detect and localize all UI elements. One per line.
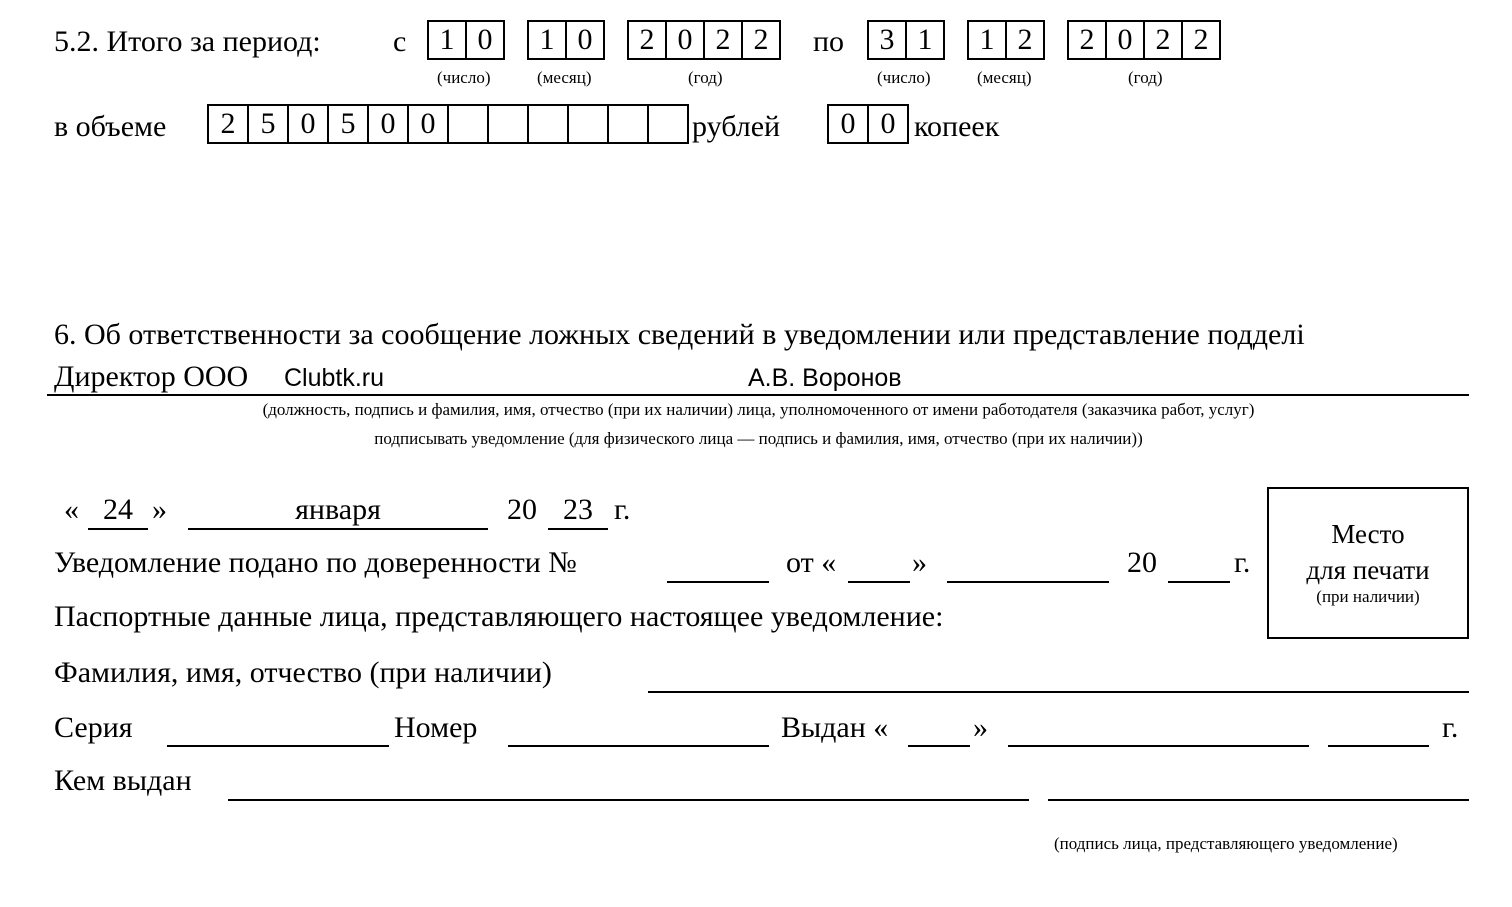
period-to-word: по [813, 25, 845, 58]
digit-cell[interactable]: 0 [409, 104, 449, 144]
digit-cell[interactable]: 2 [629, 20, 667, 60]
stamp-box [1267, 487, 1469, 639]
kopecks-word: копеек [914, 110, 1000, 143]
number-field[interactable] [508, 745, 769, 747]
poa-century: 20 [1127, 546, 1157, 579]
date-day-line [88, 528, 148, 530]
digit-cell[interactable]: 0 [467, 20, 505, 60]
digit-cell[interactable]: 0 [829, 104, 869, 144]
date-month[interactable]: января [295, 493, 381, 526]
to-day-cells[interactable] [867, 20, 945, 60]
poa-day-field[interactable] [848, 581, 910, 583]
caption-from-year: (год) [688, 68, 723, 87]
stamp-line3: (при наличии) [1316, 587, 1420, 606]
date-year-line [548, 528, 608, 530]
digit-cell[interactable]: 5 [329, 104, 369, 144]
digit-cell[interactable]: 0 [667, 20, 705, 60]
to-year-cells[interactable] [1067, 20, 1221, 60]
digit-cell[interactable]: 2 [1183, 20, 1221, 60]
digit-cell[interactable]: 0 [1107, 20, 1145, 60]
digit-cell[interactable] [569, 104, 609, 144]
digit-cell[interactable]: 2 [209, 104, 249, 144]
poa-from-label: от « [786, 546, 837, 579]
digit-cell[interactable] [529, 104, 569, 144]
date-year[interactable]: 23 [563, 493, 593, 526]
issued-label: Выдан « [781, 711, 889, 744]
period-label: 5.2. Итого за период: [54, 25, 321, 58]
date-suffix: г. [614, 493, 631, 526]
from-year-cells[interactable] [627, 20, 781, 60]
caption-to-day: (число) [877, 68, 931, 87]
signature-caption-2: подписывать уведомление (для физического лица — подпись и фамилия, имя, отчество (при их наличии)) [374, 429, 1143, 448]
date-open-quote: « [64, 493, 79, 526]
poa-suffix: г. [1234, 546, 1251, 579]
passport-heading: Паспортные данные лица, представляющего настоящее уведомление: [54, 600, 944, 633]
digit-cell[interactable]: 1 [429, 20, 467, 60]
digit-cell[interactable] [489, 104, 529, 144]
signature-caption-1: (должность, подпись и фамилия, имя, отчество (при их наличии) лица, уполномоченного от имени работодателя (заказчика работ, услуг) [262, 400, 1255, 419]
issued-by-field[interactable] [228, 799, 1029, 801]
digit-cell[interactable] [649, 104, 689, 144]
number-label: Номер [394, 711, 478, 744]
period-from-word: с [393, 25, 407, 58]
digit-cell[interactable]: 0 [567, 20, 605, 60]
digit-cell[interactable]: 2 [705, 20, 743, 60]
digit-cell[interactable]: 0 [369, 104, 409, 144]
section6-heading: 6. Об ответственности за сообщение ложных сведений в уведомлении или представление подделі [54, 318, 1305, 351]
poa-close-quote: » [912, 546, 927, 579]
digit-cell[interactable]: 5 [249, 104, 289, 144]
stamp-line1: Место [1331, 519, 1405, 549]
issued-by-label: Кем выдан [54, 764, 192, 797]
digit-cell[interactable]: 0 [289, 104, 329, 144]
poa-year-field[interactable] [1168, 581, 1230, 583]
issued-close-quote: » [973, 711, 988, 744]
digit-cell[interactable]: 1 [907, 20, 945, 60]
series-field[interactable] [167, 745, 389, 747]
caption-to-month: (месяц) [977, 68, 1032, 87]
digit-cell[interactable]: 1 [969, 20, 1007, 60]
digit-cell[interactable] [449, 104, 489, 144]
from-day-cells[interactable] [427, 20, 505, 60]
company-name: Clubtk.ru [284, 364, 385, 392]
representative-signature-line[interactable] [1048, 799, 1469, 801]
issued-suffix: г. [1442, 711, 1459, 744]
representative-signature-caption: (подпись лица, представляющего уведомление) [1054, 834, 1398, 853]
date-month-line [188, 528, 488, 530]
date-close-quote: » [152, 493, 167, 526]
poa-label: Уведомление подано по доверенности № [54, 546, 577, 579]
stamp-line2: для печати [1306, 555, 1430, 585]
caption-from-month: (месяц) [537, 68, 592, 87]
date-century: 20 [507, 493, 537, 526]
signature-line[interactable] [47, 394, 1469, 396]
issued-month-field[interactable] [1008, 745, 1309, 747]
digit-cell[interactable]: 1 [529, 20, 567, 60]
digit-cell[interactable]: 2 [1145, 20, 1183, 60]
signer-name: А.В. Воронов [748, 364, 902, 392]
from-month-cells[interactable] [527, 20, 605, 60]
fio-label: Фамилия, имя, отчество (при наличии) [54, 656, 552, 689]
digit-cell[interactable]: 3 [869, 20, 907, 60]
digit-cell[interactable]: 2 [1007, 20, 1045, 60]
date-day[interactable]: 24 [103, 493, 133, 526]
fio-field[interactable] [648, 691, 1469, 693]
digit-cell[interactable] [609, 104, 649, 144]
issued-day-field[interactable] [908, 745, 970, 747]
position-text: Директор ООО [54, 360, 249, 393]
issued-year-field[interactable] [1328, 745, 1429, 747]
amount-label: в объеме [54, 110, 167, 143]
rubles-word: рублей [692, 110, 781, 143]
poa-number-field[interactable] [667, 581, 769, 583]
kopecks-cells[interactable] [827, 104, 909, 144]
series-label: Серия [54, 711, 133, 744]
to-month-cells[interactable] [967, 20, 1045, 60]
caption-from-day: (число) [437, 68, 491, 87]
digit-cell[interactable]: 0 [869, 104, 909, 144]
poa-month-field[interactable] [947, 581, 1109, 583]
caption-to-year: (год) [1128, 68, 1163, 87]
digit-cell[interactable]: 2 [743, 20, 781, 60]
rubles-cells[interactable] [207, 104, 689, 144]
digit-cell[interactable]: 2 [1069, 20, 1107, 60]
